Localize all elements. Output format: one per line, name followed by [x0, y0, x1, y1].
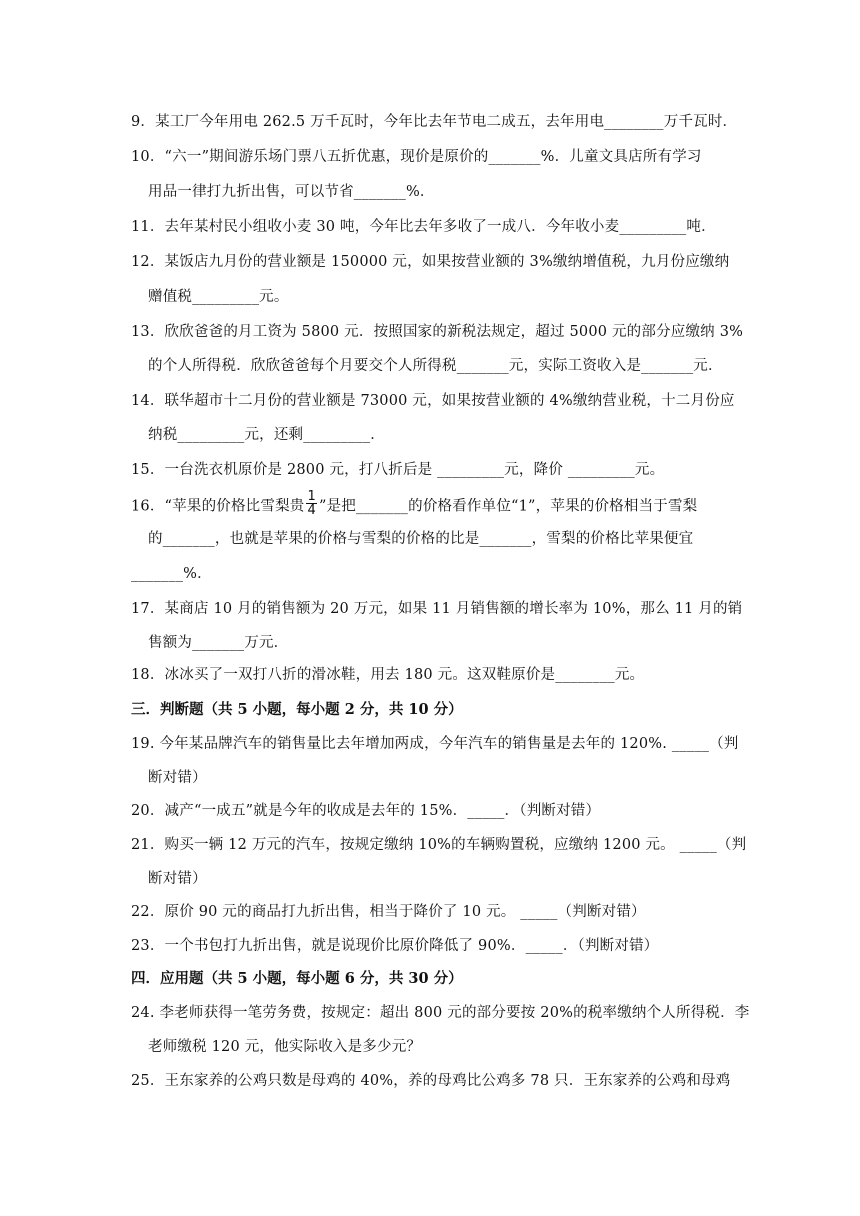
question-18: 18．冰冰买了一双打八折的滑冰鞋，用去 180 元。这双鞋原价是________元。 — [131, 667, 645, 683]
question-12-line-2: 赠值税_________元。 — [148, 289, 289, 305]
question-24-line-2: 老师缴税 120 元，他实际收入是多少元？ — [148, 1039, 422, 1055]
question-16-line-2: 的_______，也就是苹果的价格与雪梨的价格的比是_______，雪梨的价格比苹果便宜 — [148, 531, 694, 547]
question-17-line-1: 17．某商店 10 月的销售额为 20 万元，如果 11 月销售额的增长率为 10%，那么 11 月的销 — [131, 601, 743, 617]
question-14-line-1: 14．联华超市十二月份的营业额是 73000 元，如果按营业额的 4%缴纳营业税，十二月份应 — [131, 393, 735, 409]
question-10-line-1: 10．“六一”期间游乐场门票八五折优惠，现价是原价的_______%．儿童文具店所有学习 — [131, 149, 702, 165]
question-11: 11．去年某村民小组收小麦 30 吨，今年比去年多收了一成八．今年收小麦_________吨． — [131, 219, 716, 235]
question-13-line-2: 的个人所得税．欣欣爸爸每个月要交个人所得税_______元，实际工资收入是_______元． — [148, 358, 723, 374]
question-16-line-1 — [131, 489, 698, 518]
question-9: 9．某工厂今年用电 262.5 万千瓦时，今年比去年节电二成五，去年用电________万千瓦时． — [131, 114, 738, 130]
section-3-heading: 三．判断题（共 5 小题，每小题 2 分，共 10 分） — [131, 701, 463, 718]
question-15: 15．一台洗衣机原价是 2800 元，打八折后是 _________元，降价 _________元。 — [131, 462, 665, 478]
question-14-line-2: 纳税_________元，还剩_________． — [148, 427, 385, 443]
question-19-line-1: 19. 今年某品牌汽车的销售量比去年增加两成，今年汽车的销售量是去年的 120%. _____（判 — [131, 736, 739, 752]
section-4-heading: 四．应用题（共 5 小题，每小题 6 分，共 30 分） — [131, 970, 463, 987]
question-16-line-3: _______%． — [131, 566, 212, 582]
question-21-line-1: 21．购买一辆 12 万元的汽车，按规定缴纳 10%的车辆购置税，应缴纳 1200 元。 _____（判 — [131, 837, 747, 853]
question-25-line-1: 25．王东家养的公鸡只数是母鸡的 40%，养的母鸡比公鸡多 78 只．王东家养的公鸡和母鸡 — [131, 1073, 731, 1089]
fraction-one-quarter — [306, 490, 316, 517]
question-24-line-1: 24. 李老师获得一笔劳务费，按规定：超出 800 元的部分要按 20%的税率缴纳个人所得税．李 — [131, 1005, 750, 1021]
question-23: 23．一个书包打九折出售，就是说现价比原价降低了 90%．_____．（判断对错） — [131, 938, 659, 954]
fraction-numerator: 1 — [307, 489, 316, 504]
question-19-line-2: 断对错） — [148, 770, 207, 786]
question-12-line-1: 12．某饭店九月份的营业额是 150000 元，如果按营业额的 3%缴纳增值税，九月份应缴纳 — [131, 254, 730, 270]
question-22: 22．原价 90 元的商品打九折出售，相当于降价了 10 元。 _____（判断对错） — [131, 904, 646, 920]
question-20: 20．减产“一成五”就是今年的收成是去年的 15%．_____．（判断对错） — [131, 803, 601, 819]
question-16-text-after-fraction: ”是把_______的价格看作单位“1”，苹果的价格相当于雪梨 — [318, 498, 698, 515]
question-17-line-2: 售额为_______万元． — [148, 635, 289, 651]
question-21-line-2: 断对错） — [148, 871, 207, 887]
question-10-line-2: 用品一律打九折出售，可以节省_______%． — [148, 184, 435, 200]
fraction-denominator: 4 — [307, 503, 316, 518]
question-16-text-before-fraction: 16．“苹果的价格比雪梨贵 — [131, 498, 305, 515]
question-13-line-1: 13．欣欣爸爸的月工资为 5800 元．按照国家的新税法规定，超过 5000 元的部分应缴纳 3% — [131, 324, 744, 340]
